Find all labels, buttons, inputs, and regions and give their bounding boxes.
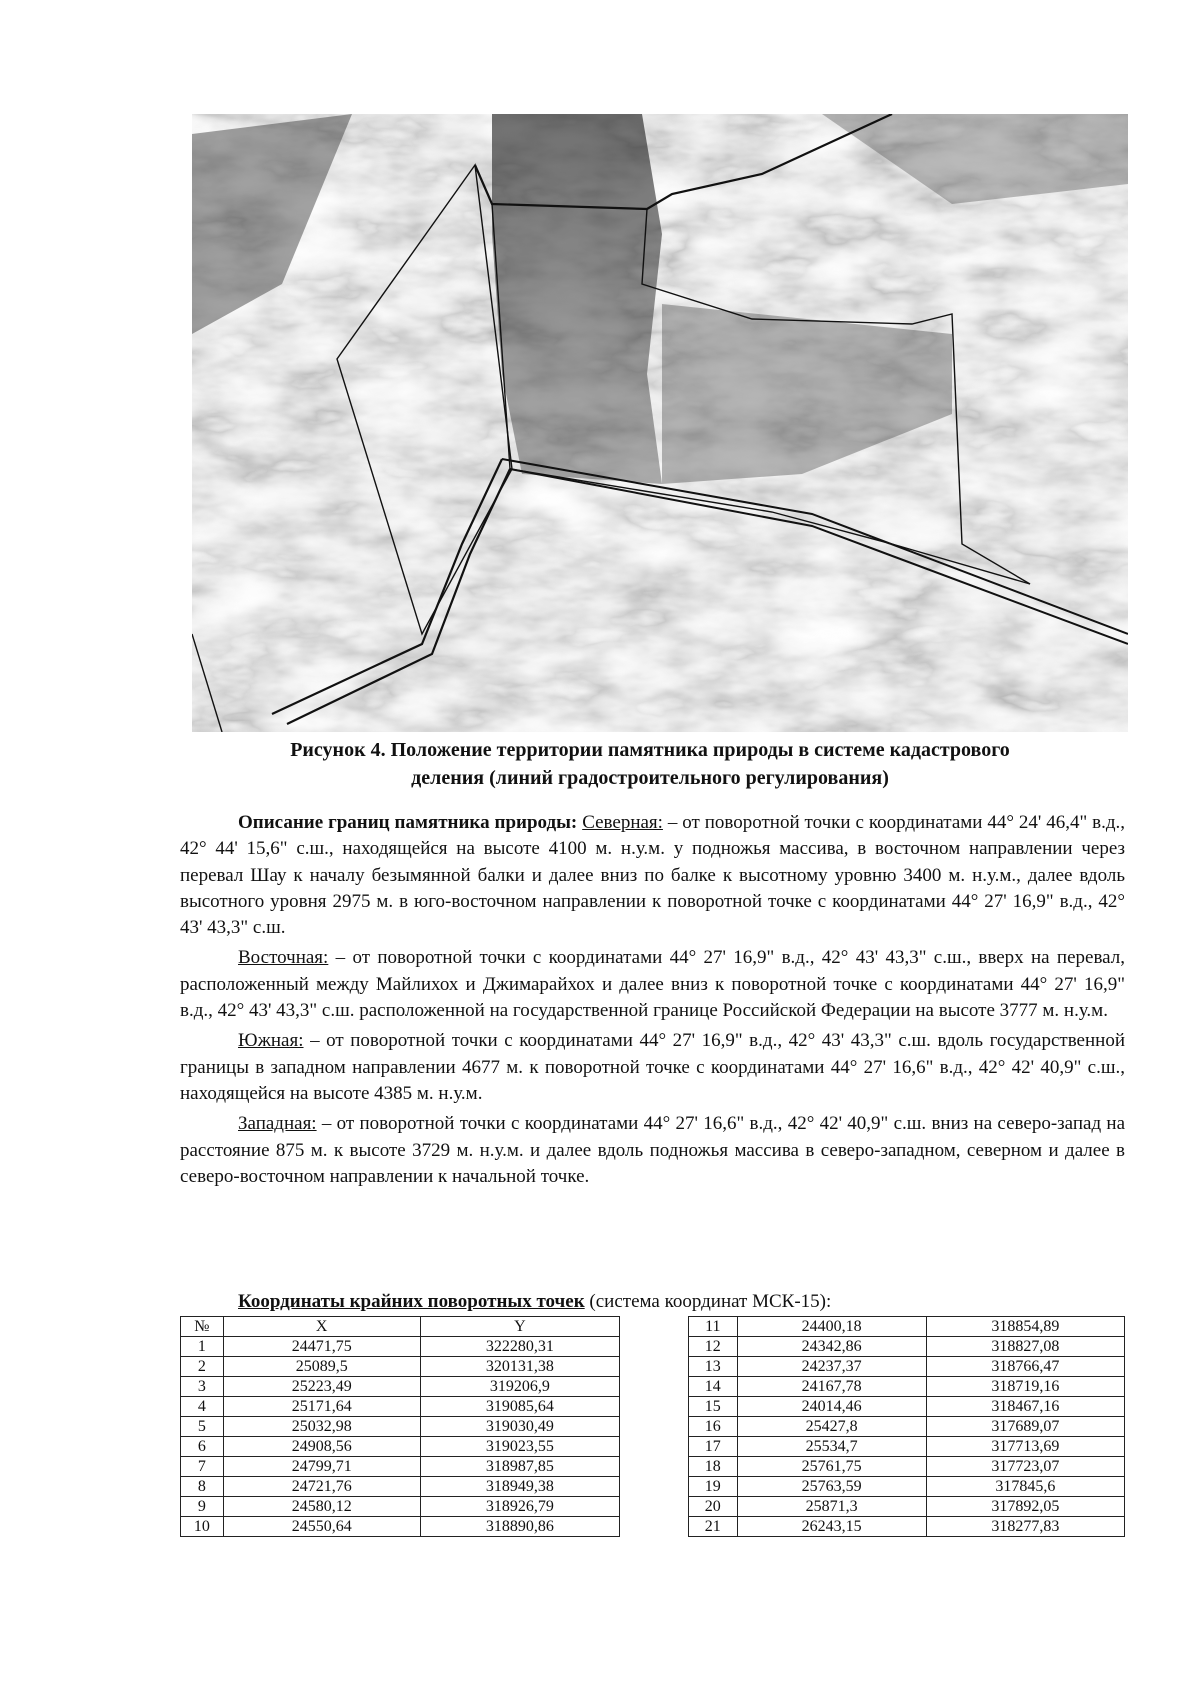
terrain-texture (192, 114, 1128, 732)
point-number-cell: 7 (181, 1457, 224, 1477)
point-number-cell: № (181, 1317, 224, 1337)
y-coordinate-cell: 318987,85 (420, 1457, 619, 1477)
coords-title-bold: Координаты крайних поворотных точек (238, 1291, 585, 1312)
east-label: Восточная: (238, 947, 329, 969)
point-number-cell: 18 (689, 1457, 738, 1477)
terrain-map-figure (192, 114, 1128, 732)
x-coordinate-cell: 25089,5 (223, 1357, 420, 1377)
table-header-row (181, 1317, 620, 1337)
west-label: Западная: (238, 1113, 317, 1135)
point-number-cell: 13 (689, 1357, 738, 1377)
y-coordinate-cell: 319206,9 (420, 1377, 619, 1397)
x-coordinate-cell: 24471,75 (223, 1337, 420, 1357)
table-row (689, 1497, 1125, 1517)
table-row (181, 1357, 620, 1377)
x-coordinate-cell: 25427,8 (737, 1417, 926, 1437)
north-label: Северная: (582, 812, 663, 833)
description-heading: Описание границ памятника природы: (238, 812, 578, 833)
y-coordinate-cell: 318719,16 (926, 1377, 1124, 1397)
y-coordinate-cell: Y (420, 1317, 619, 1337)
y-coordinate-cell: 317689,07 (926, 1417, 1124, 1437)
point-number-cell: 19 (689, 1477, 738, 1497)
x-coordinate-cell: 24167,78 (737, 1377, 926, 1397)
boundary-description (180, 810, 1125, 1194)
point-number-cell: 1 (181, 1337, 224, 1357)
table-row (181, 1397, 620, 1417)
y-coordinate-cell: 318827,08 (926, 1337, 1124, 1357)
table-row (689, 1337, 1125, 1357)
point-number-cell: 8 (181, 1477, 224, 1497)
table-row (689, 1357, 1125, 1377)
table-row (689, 1397, 1125, 1417)
south-text: – от поворотной точки с координатами 44° 27' 16,9" в.д., 42° 43' 43,3" с.ш. вдоль государственной границы в западном направлении 4677 м. к поворотной точке с координатами 44° 27' 16,6" в.д., 42° 42' 40,9" с.ш., находящейся на высоте 4385 м. н.у.м. (180, 1030, 1125, 1104)
y-coordinate-cell: 318949,38 (420, 1477, 619, 1497)
point-number-cell: 5 (181, 1417, 224, 1437)
x-coordinate-cell: 25871,3 (737, 1497, 926, 1517)
y-coordinate-cell: 319085,64 (420, 1397, 619, 1417)
figure-caption (180, 736, 1120, 792)
point-number-cell: 2 (181, 1357, 224, 1377)
x-coordinate-cell: 25534,7 (737, 1437, 926, 1457)
coords-title-rest: (система координат МСК-15): (584, 1291, 832, 1312)
y-coordinate-cell: 317723,07 (926, 1457, 1124, 1477)
point-number-cell: 16 (689, 1417, 738, 1437)
table-row (181, 1377, 620, 1397)
x-coordinate-cell: 24342,86 (737, 1337, 926, 1357)
table-row (689, 1417, 1125, 1437)
dark-valley (492, 114, 662, 484)
x-coordinate-cell: 24580,12 (223, 1497, 420, 1517)
x-coordinate-cell: 25761,75 (737, 1457, 926, 1477)
point-number-cell: 14 (689, 1377, 738, 1397)
cadastral-map (192, 114, 1128, 732)
point-number-cell: 15 (689, 1397, 738, 1417)
y-coordinate-cell: 318854,89 (926, 1317, 1124, 1337)
x-coordinate-cell: 24908,56 (223, 1437, 420, 1457)
x-coordinate-cell: 24550,64 (223, 1517, 420, 1537)
table-row (181, 1417, 620, 1437)
point-number-cell: 11 (689, 1317, 738, 1337)
point-number-cell: 3 (181, 1377, 224, 1397)
figure-caption-line2: деления (линий градостроительного регулирования) (411, 767, 889, 789)
x-coordinate-cell: 25763,59 (737, 1477, 926, 1497)
west-paragraph (180, 1111, 1125, 1190)
east-text: – от поворотной точки с координатами 44° 27' 16,9" в.д., 42° 43' 43,3" с.ш., вверх на перевал, расположенный между Майлихох и Джимарайхох и далее вниз к поворотной точке с координатами 44° 27' 16,9" в.д., 42° 43' 43,3" с.ш. расположенной на государственной границе Российской Федерации на высоте 3777 м. н.у.м. (180, 947, 1125, 1022)
east-paragraph (180, 945, 1125, 1024)
y-coordinate-cell: 318890,86 (420, 1517, 619, 1537)
table-row (181, 1437, 620, 1457)
table-row (181, 1497, 620, 1517)
coords-title (238, 1290, 831, 1314)
table-row (689, 1477, 1125, 1497)
y-coordinate-cell: 318926,79 (420, 1497, 619, 1517)
y-coordinate-cell: 322280,31 (420, 1337, 619, 1357)
x-coordinate-cell: 25171,64 (223, 1397, 420, 1417)
point-number-cell: 9 (181, 1497, 224, 1517)
coords-table-left (180, 1316, 620, 1537)
y-coordinate-cell: 319023,55 (420, 1437, 619, 1457)
x-coordinate-cell: 24721,76 (223, 1477, 420, 1497)
table-row (689, 1457, 1125, 1477)
x-coordinate-cell: 24014,46 (737, 1397, 926, 1417)
table-row (689, 1377, 1125, 1397)
figure-caption-line1: Рисунок 4. Положение территории памятника природы в системе кадастрового (290, 739, 1010, 761)
table-row (181, 1337, 620, 1357)
y-coordinate-cell: 317713,69 (926, 1437, 1124, 1457)
south-paragraph (180, 1028, 1125, 1107)
table-row (689, 1317, 1125, 1337)
x-coordinate-cell: 24237,37 (737, 1357, 926, 1377)
point-number-cell: 12 (689, 1337, 738, 1357)
y-coordinate-cell: 317892,05 (926, 1497, 1124, 1517)
y-coordinate-cell: 320131,38 (420, 1357, 619, 1377)
point-number-cell: 21 (689, 1517, 738, 1537)
y-coordinate-cell: 318766,47 (926, 1357, 1124, 1377)
table-row (181, 1457, 620, 1477)
x-coordinate-cell: 26243,15 (737, 1517, 926, 1537)
west-text: – от поворотной точки с координатами 44° 27' 16,6" в.д., 42° 42' 40,9" с.ш. вниз на северо-запад на расстояние 875 м. к высоте 3729 м. н.у.м. и далее вдоль подножья массива в северо-западном, северном и далее в северо-восточном направлении к начальной точке. (180, 1113, 1125, 1187)
table-row (181, 1517, 620, 1537)
table-row (181, 1477, 620, 1497)
north-paragraph (180, 810, 1125, 941)
south-label: Южная: (238, 1030, 304, 1052)
coords-table-right (688, 1316, 1125, 1537)
x-coordinate-cell: 25032,98 (223, 1417, 420, 1437)
x-coordinate-cell: 25223,49 (223, 1377, 420, 1397)
y-coordinate-cell: 319030,49 (420, 1417, 619, 1437)
point-number-cell: 20 (689, 1497, 738, 1517)
table-row (689, 1517, 1125, 1537)
point-number-cell: 10 (181, 1517, 224, 1537)
north-text: – от поворотной точки с координатами 44° 24' 46,4" в.д., 42° 44' 15,6" с.ш., находящейся на высоте 4100 м. н.у.м. у подножья массива, в восточном направлении через перевал Шау к началу безымянной балки и далее вниз по балке к высотному уровню 3400 м. н.у.м., далее вдоль высотного уровня 2975 м. в юго-восточном направлении к поворотной точке с координатами 44° 27' 16,9" в.д., 42° 43' 43,3" с.ш. (180, 812, 1126, 939)
table-row (689, 1437, 1125, 1457)
y-coordinate-cell: 318467,16 (926, 1397, 1124, 1417)
y-coordinate-cell: 317845,6 (926, 1477, 1124, 1497)
y-coordinate-cell: 318277,83 (926, 1517, 1124, 1537)
x-coordinate-cell: 24400,18 (737, 1317, 926, 1337)
point-number-cell: 4 (181, 1397, 224, 1417)
point-number-cell: 6 (181, 1437, 224, 1457)
x-coordinate-cell: 24799,71 (223, 1457, 420, 1477)
point-number-cell: 17 (689, 1437, 738, 1457)
x-coordinate-cell: X (223, 1317, 420, 1337)
